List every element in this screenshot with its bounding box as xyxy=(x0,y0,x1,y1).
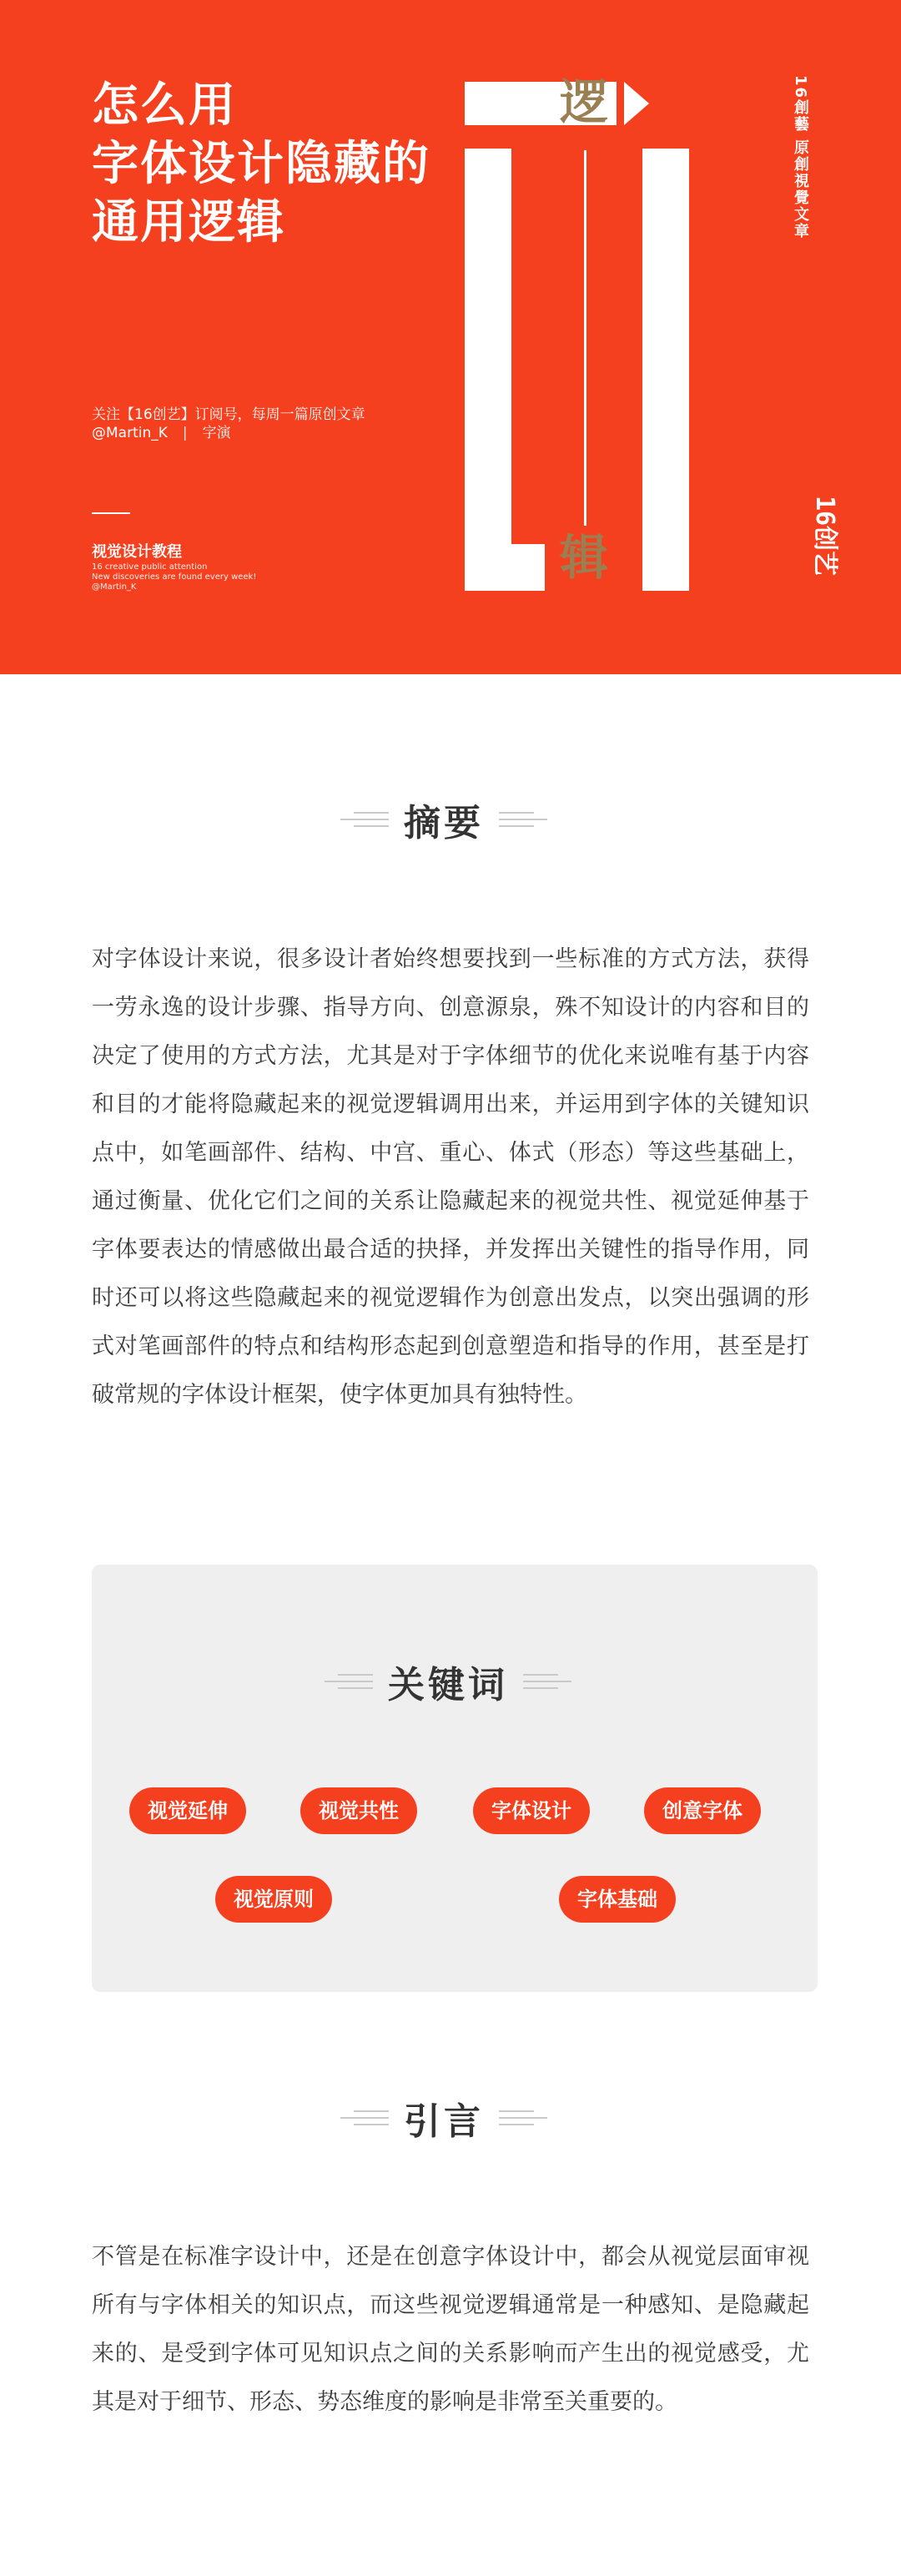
keyword-tag[interactable]: 字体设计 xyxy=(473,1787,590,1834)
follow-line: 关注【16创艺】订阅号，每周一篇原创文章 xyxy=(92,406,365,423)
keywords-heading xyxy=(92,1655,818,1708)
intro-heading xyxy=(0,2091,901,2145)
glyph-top: 逻 xyxy=(560,73,609,130)
heading-lines-left xyxy=(354,812,389,827)
vertical-tagline: 16創藝 原創視覺文章 xyxy=(792,75,809,240)
intro-title: 引言 xyxy=(404,2100,484,2143)
hero-title-line-2: 字体设计隐藏的 xyxy=(92,137,430,191)
heading-lines-left xyxy=(338,1674,373,1689)
logo-frame-bottom xyxy=(511,544,545,591)
keyword-tag[interactable]: 字体基础 xyxy=(559,1876,676,1923)
abstract-title: 摘要 xyxy=(404,802,484,844)
heading-lines-right xyxy=(499,812,547,827)
heading-lines-left xyxy=(354,2110,389,2125)
heading-lines-right xyxy=(499,2110,547,2125)
keyword-tag[interactable]: 创意字体 xyxy=(644,1787,761,1834)
abstract-heading xyxy=(0,793,901,846)
vertical-logo: 16创艺 xyxy=(810,495,840,577)
glyph-bottom: 辑 xyxy=(560,529,609,586)
keywords-panel xyxy=(92,1565,818,1992)
hero-divider xyxy=(92,512,130,514)
hero-title-line-3: 通用逻辑 xyxy=(92,195,285,250)
intro-paragraph: 不管是在标准字设计中，还是在创意字体设计中，都会从视觉层面审视所有与字体相关的知识点，而这些视觉逻辑通常是一种感知、是隐藏起来的、是受到字体可见知识点之间的关系影响而产生出的视觉感受，尤其是对于细节、形态、势态维度的影响是非常至关重要的。 xyxy=(92,2244,809,2415)
author-separator: | xyxy=(182,425,188,441)
keyword-tag[interactable]: 视觉延伸 xyxy=(129,1787,246,1834)
author-role: 字演 xyxy=(202,425,231,441)
hero-title-line-1: 怎么用 xyxy=(92,78,237,133)
logo-frame-right xyxy=(642,149,689,591)
author-handle: @Martin_K xyxy=(92,425,168,441)
keyword-tag[interactable]: 视觉原则 xyxy=(215,1876,332,1923)
series-info xyxy=(92,542,256,592)
keyword-tag[interactable]: 视觉共性 xyxy=(300,1787,417,1834)
series-sub-1: 16 creative public attention xyxy=(92,562,208,572)
series-title: 视觉设计教程 xyxy=(92,543,182,561)
hero-banner xyxy=(0,0,901,674)
logo-thin-line xyxy=(584,150,586,526)
hero-title xyxy=(92,77,430,252)
abstract-paragraph: 对字体设计来说，很多设计者始终想要找到一些标准的方式方法，获得一劳永逸的设计步骤、指导方向、创意源泉，殊不知设计的内容和目的决定了使用的方式方法，尤其是对于字体细节的优化来说唯有基于内容和目的才能将隐藏起来的视觉逻辑调用出来，并运用到字体的关键知识点中，如笔画部件、结构、中宫、重心、体式（形态）等这些基础上，通过衡量、优化它们之间的关系让隐藏起来的视觉共性、视觉延伸基于字体要表达的情感做出最合适的抉择，并发挥出关键性的指导作用，同时还可以将这些隐藏起来的视觉逻辑作为创意出发点，以突出强调的形式对笔画部件的特点和结构形态起到创意塑造和指导的作用，甚至是打破常规的字体设计框架，使字体更加具有独特性。 xyxy=(92,946,809,1408)
keywords-title: 关键词 xyxy=(388,1664,508,1706)
logo-frame-left xyxy=(465,149,511,591)
hero-follow-info xyxy=(92,406,365,442)
series-sub-3: @Martin_K xyxy=(92,582,137,592)
heading-lines-right xyxy=(523,1674,571,1689)
series-sub-2: New discoveries are found every week! xyxy=(92,572,257,582)
logo-frame-arrow xyxy=(624,82,649,125)
